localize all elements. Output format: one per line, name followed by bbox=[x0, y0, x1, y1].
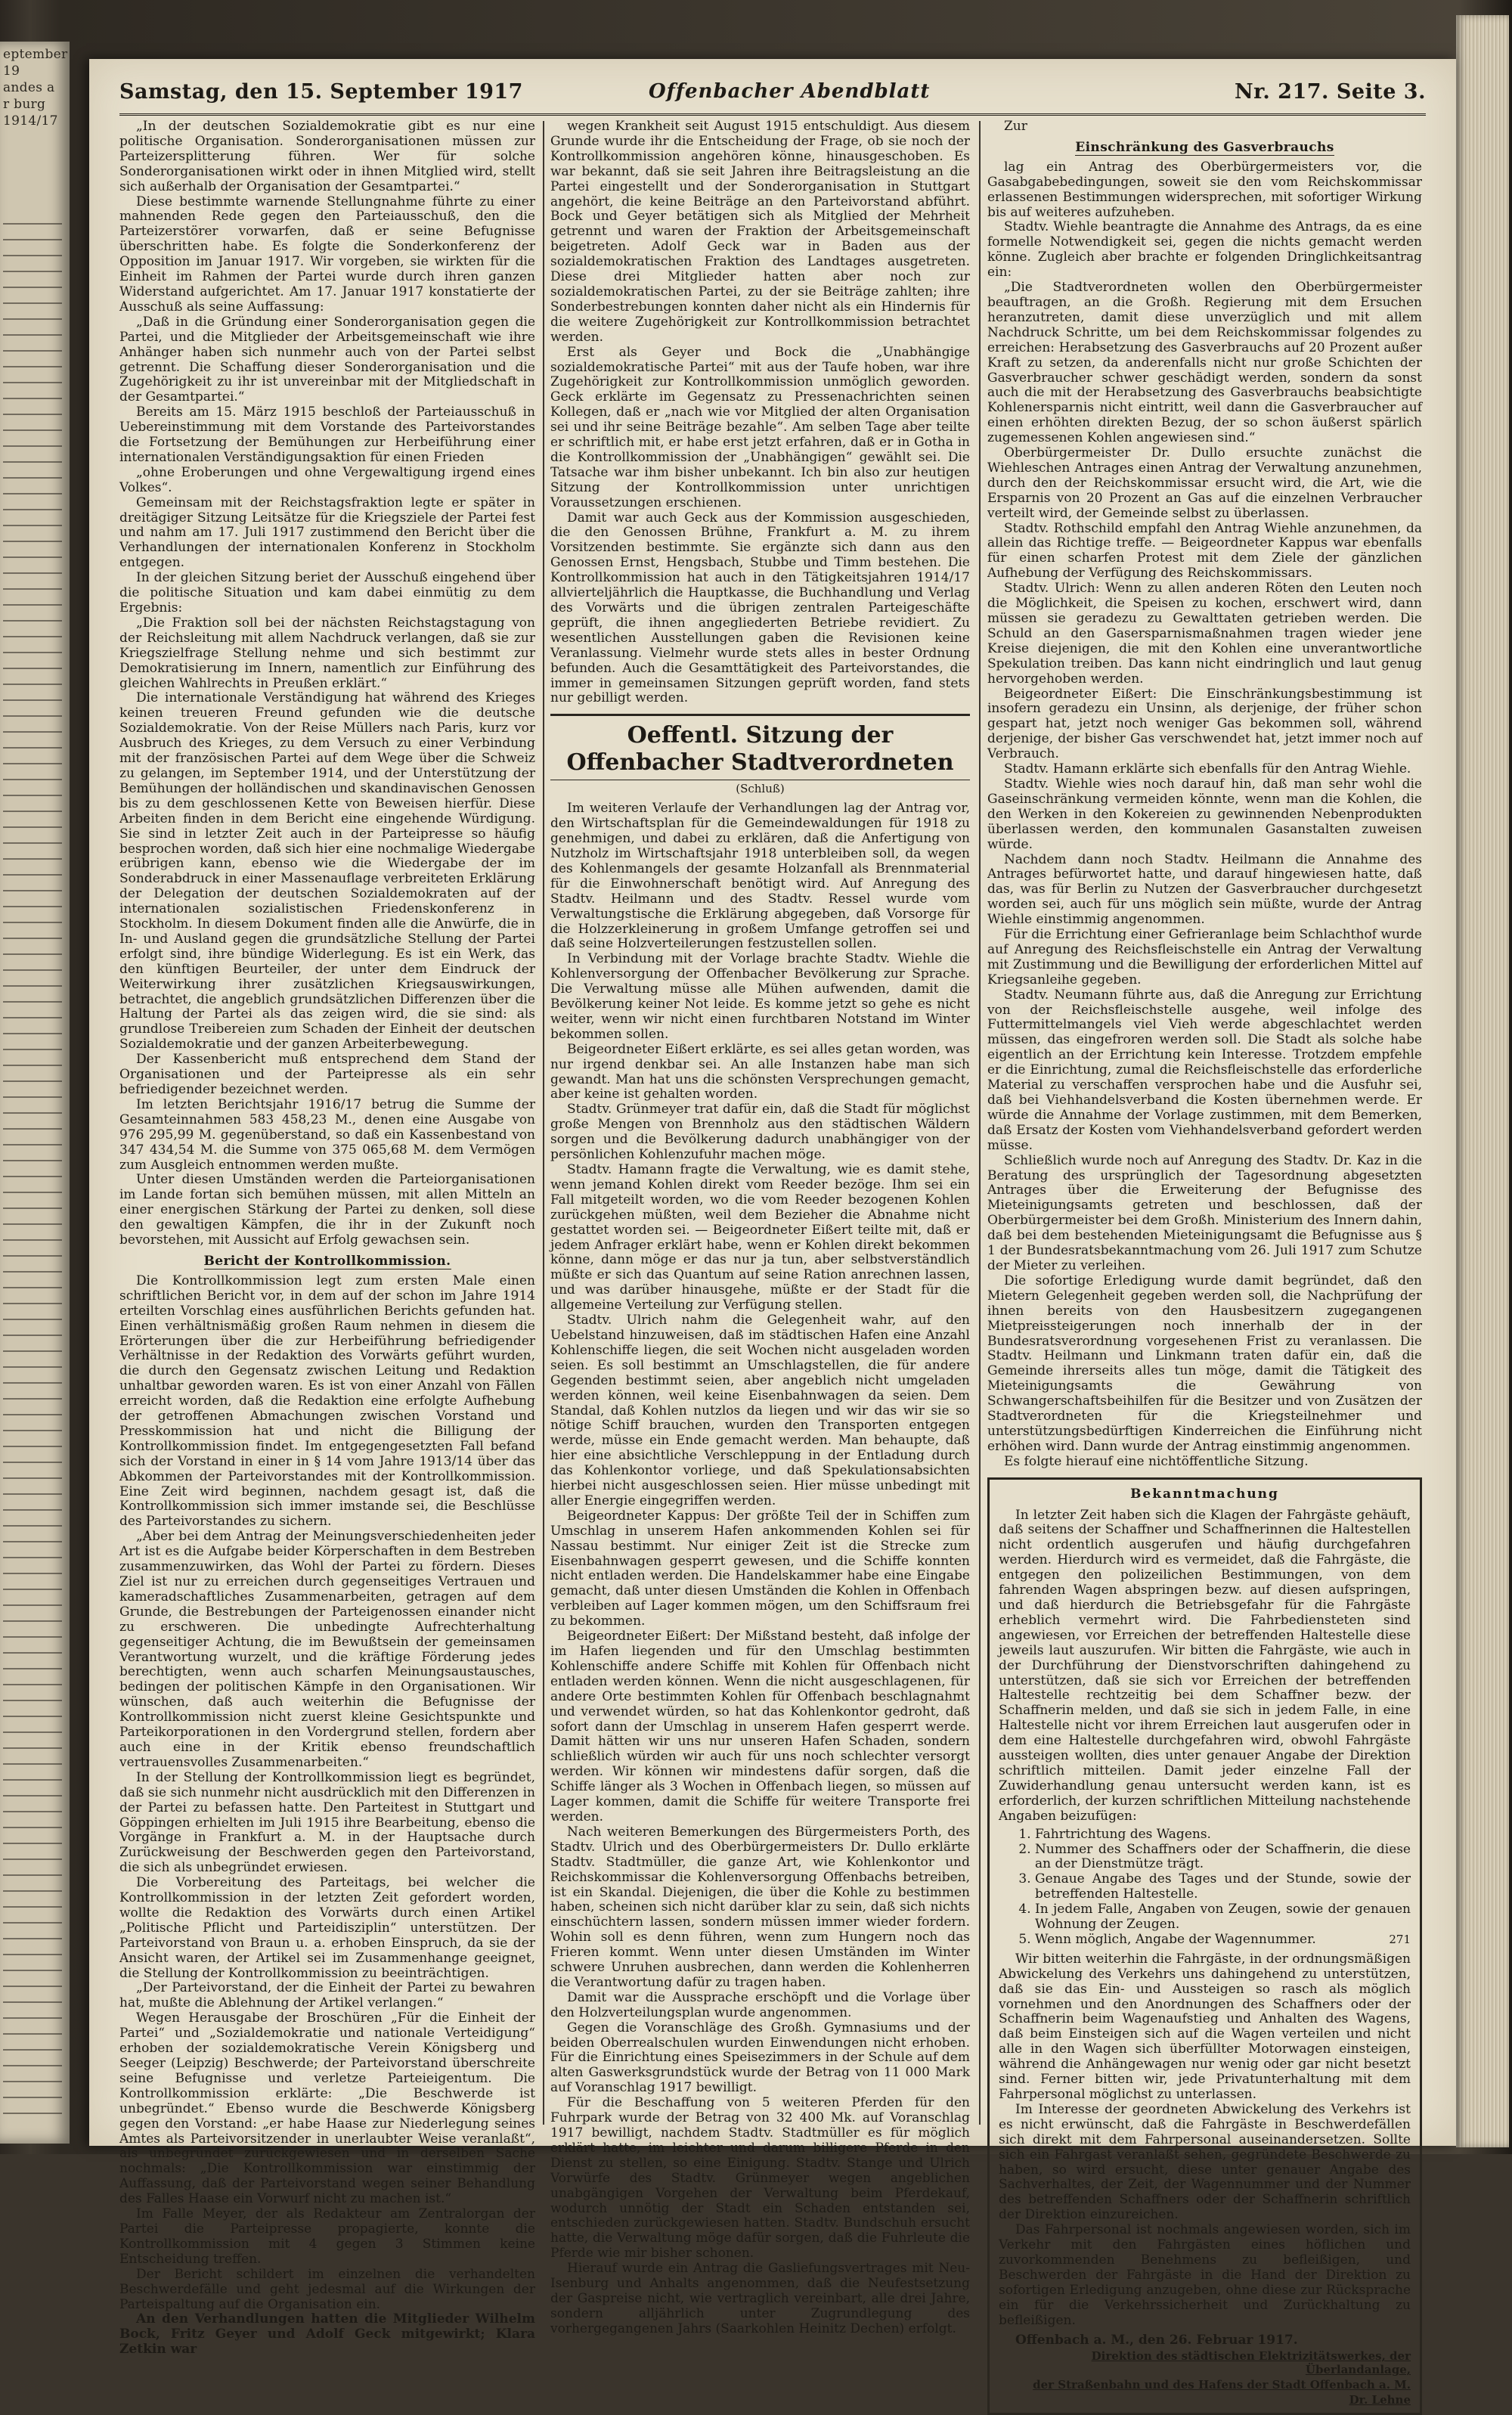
masthead bbox=[119, 77, 1426, 116]
section-heading bbox=[987, 141, 1422, 156]
masthead-page-number: Nr. 217. Seite 3. bbox=[1234, 80, 1426, 104]
paragraph: Bereits am 15. März 1915 beschloß der Parteiausschuß in Uebereinstimmung mit dem Vorstande des Parteivorstandes die Fortsetzung der Bemühungen zur Herbeiführung einer internationalen Verständigungsaktion für einen Frieden bbox=[119, 405, 535, 465]
paragraph: Damit war auch Geck aus der Kommission ausgeschieden, die den Genossen Brühne, Frankfurt a. M. zu ihrem Vorsitzenden bestimmte. Sie ergänzte sich dann aus den Genossen Ernst, Hengsbach, Stubbe und Timm bestehen. Die Kontrollkommission hat auch in den Tätigkeitsjahren 1914/17 allvierteljährlich die Hauptkasse, die Buchhandlung und Verlag des Vorwärts und die übrigen zentralen Parteigeschäfte geprüft, die ihnen angegliederten Betriebe revidiert. Zu wesentlichen Ausstellungen gaben die Revisionen keine Veranlassung. Vielmehr wurde stets alles in bester Ordnung befunden. Auch die Gesamttätigkeit des Parteivorstandes, die immer in gemeinsamen Sitzungen geprüft worden, fand stets nur gebilligt werden. bbox=[550, 510, 970, 706]
list-item: 1. Fahrtrichtung des Wagens. bbox=[1035, 1828, 1411, 1843]
paragraph: „Der Parteivorstand, der die Einheit der Partei zu bewahren hat, mußte die Ablehnung der Artikel verlangen.“ bbox=[119, 1980, 535, 2011]
paragraph: Hierauf wurde ein Antrag die Gasliefungsvertrages mit Neu-Isenburg und Anhalts angenommen, daß die Neufestsetzung der Gaspreise nicht, wie vertraglich vereinbart, alle drei Jahre, sondern alljährlich unter Zugrundlegung des vorhergegangenen Jahrs (Saarkohlen Heinitz Dechen) erfolgt. bbox=[550, 2261, 970, 2336]
column-1 bbox=[119, 119, 535, 2358]
paragraph: Für die Errichtung einer Gefrieranlage beim Schlachthof wurde auf Anregung des Reichsfleischstelle ein Antrag der Verwaltung mit Zustimmung und die Bewilligung der erforderlichen Mittel auf Kriegsanleihe gegeben. bbox=[987, 927, 1422, 987]
paragraph: Im letzten Berichtsjahr 1916/17 betrug die Summe der Gesamteinnahmen 583 458,23 M., denen eine Ausgabe von 976 295,99 M. gegenüberstand, so daß ein Kassenbestand von 347 434,54 M. die Summe von 375 065,68 M. dem Vermögen zum Ausgleich entnommen werden mußte. bbox=[119, 1096, 535, 1173]
paragraph: „Daß in die Gründung einer Sonderorganisation gegen die Partei, und die Mitglieder der Arbeitsgemeinschaft wie ihre Anhänger haben sich nunmehr auch von der Partei selbst getrennt. Die Schaffung dieser Sonderorganisation und die Zugehörigkeit zu ihr ist unvereinbar mit der Mitgliedschaft in der Gesamtpartei.“ bbox=[119, 314, 535, 405]
paragraph: Nachdem dann noch Stadtv. Heilmann die Annahme des Antrages befürwortet hatte, und darauf hingewiesen hatte, daß das, was für Berlin zu Nutzen der Gasverbraucher durchgesetzt worden sei, auch für uns möglich sein müßte, wurde der Antrag Wiehle einstimmig angenommen. bbox=[987, 851, 1422, 928]
paragraph: Beigeordneter Eißert: Der Mißstand besteht, daß infolge der im Hafen liegenden und für den Umschlag bestimmten Kohlenschiffe andere Schiffe mit Kohlen für Offenbach nicht entladen werden können. Wenn die nicht ausgeschlagenen, für andere Orte bestimmten Kohlen für Offenbach beschlagnahmt und verwendet würden, so hat das Kohlenkontor gedroht, daß sofort dann der Umschlag in unserem Hafen gesperrt werde. Damit hätten wir uns nur unseren Hafen Schaden, sondern schließlich würden wir auch für uns noch schlechter versorgt werden. Wir können wir mindestens dafür sorgen, daß die Schiffe länger als 3 Wochen in Offenbach liegen, so müssen auf Lager kommen, damit die Schiffe für weitere Transporte frei werden. bbox=[550, 1629, 970, 1824]
paragraph: „In der deutschen Sozialdemokratie gibt es nur eine politische Organisation. Sonderorganisationen müssen zur Parteizersplitterung führen. Wer für solche Sonderorganisationen wirkt oder in ihnen Mitglied wird, stellt sich außerhalb der Organisation der Gesamtpartei.“ bbox=[119, 119, 535, 194]
paragraph: Stadtv. Neumann führte aus, daß die Anregung zur Errichtung von der Reichsfleischstelle ausgehe, weil infolge des Futtermittelmangels viel Vieh werde abgeschlachtet werden müssen, das eingefroren werden soll. Die Stadt als solche habe eigentlich an der Errichtung kein Interesse. Trotzdem empfehle er die Einrichtung, zumal die Reichsfleischstelle das erforderliche Material zu verschaffen versprochen habe und die Ausfuhr sei, daß bei Viehhandelsverband die Kosten übernehmen werde. Er würde die Annahme der Vorlage zustimmen, mit dem Bemerken, daß Ersatz der Kosten vom Viehhandelsverband gefordert werden müsse. bbox=[987, 987, 1422, 1153]
list-item: 2. Nummer des Schaffners oder der Schaffnerin, die diese an der Dienstmütze trägt. bbox=[1035, 1843, 1411, 1873]
notice-title: Bekanntmachung bbox=[1130, 1486, 1279, 1502]
paragraph: Stadtv. Wiehle beantragte die Annahme des Antrags, da es eine formelle Notwendigkeit sei, gegen die nichts gemacht werden könne. Zugleich aber brachte er folgenden Dringlichkeitsantrag ein: bbox=[987, 219, 1422, 281]
paragraph: Stadtv. Rothschild empfahl den Antrag Wiehle anzunehmen, da allein das Richtige treffe. — Beigeordneter Kappus war ebenfalls für einen scharfen Protest mit dem Ziele der gänzlichen Aufhebung der Verfügung des Reichskommissars. bbox=[987, 520, 1422, 581]
newspaper-page bbox=[89, 59, 1456, 2407]
paragraph: Die Vorbereitung des Parteitags, bei welcher die Kontrollkommission in der letzten Zeit gefordert worden, wollte die Redaktion des Vorwärts durch einen Artikel „Politische Pflicht und Parteidisziplin“ unterstützen. Der Parteivorstand von Braun u. a. erhoben Einspruch, da sie der Ansicht waren, der Artikel sei im Zusammenhange geeignet, die Stellung der Kontrollkommission zu beeinträchtigen. bbox=[119, 1875, 535, 1981]
paragraph: Stadtv. Wiehle wies noch darauf hin, daß man sehr wohl die Gaseinschränkung vermeiden könnte, wenn man die Kohlen, die den Werken in den Kokereien zu gewinnenden Nebenprodukten überlassen werden, den kommunalen Gasanstalten zuweisen würde. bbox=[987, 776, 1422, 852]
paragraph: Oberbürgermeister Dr. Dullo ersuchte zunächst die Wiehleschen Antrages einen Antrag der Verwaltung anzunehmen, durch den der Reichskommissar ersucht wird, die Art, wie die Ersparnis von 20 Prozent an Gas auf die einzelnen Verbraucher verteilt wird, der Gemeinde selbst zu überlassen. bbox=[987, 445, 1422, 521]
column-2 bbox=[550, 119, 970, 2336]
list-item: 3. Genaue Angabe des Tages und der Stunde, sowie der betreffenden Haltestelle. bbox=[1035, 1872, 1411, 1902]
paragraph: Stadtv. Hamann fragte die Verwaltung, wie es damit stehe, wenn jemand Kohlen direkt vom Reeder bezöge. Ihm sei ein Fall mitgeteilt worden, wo die vom Reeder bezogenen Kohlen zurückgehen müßten, weil dem Bezieher die Abnahme nicht gestattet worden sei. — Beigeordneter Eißert teilte mit, daß er jedem Anfrager erklärt habe, wenn er Kohlen direkt bekommen könne, dann möge er das nur ja tun, aber selbstverständlich müßte er sich das Quantum auf seine Ration anrechnen lassen, und was darüber hinausgehe, müßte er der Stadt für die allgemeine Verteilung zur Verfügung stellen. bbox=[550, 1162, 970, 1313]
column-rule bbox=[979, 121, 981, 2125]
paragraph: „Aber bei dem Antrag der Meinungsverschiedenheiten jeder Art ist es die Aufgabe beider Körperschaften in dem Bestreben zusammenzuwirken, das Wohl der Partei zu fördern. Dieses Ziel ist nur zu erreichen durch gegenseitiges Vertrauen und kameradschaftliches Zusammenarbeiten, getragen auf dem Grunde, die Bestrebungen der Parteigenossen einander nicht zu erschweren. Die unbedingte Aufrechterhaltung gegenseitiger Achtung, die im Bewußtsein der gemeinsamen Verantwortung wurzelt, und die kräftige Förderung jedes berechtigten, wenn auch scharfen Meinungsaustausches, bedingen der politischen Kämpfe in den Organisationen. Wir wünschen, daß auch weiterhin die Befugnisse der Kontrollkommission nicht zuerst kleine Gesichtspunkte und Parteikorporationen in den Vordergrund stellen, fordern aber auch eine in der Kritik ebenso freundschaftlich vertrauensvolles Zusammenarbeiten.“ bbox=[119, 1529, 535, 1770]
section-heading-text: Bericht der Kontrollkommission. bbox=[203, 1253, 451, 1269]
paragraph: Stadtv. Grünmeyer trat dafür ein, daß die Stadt für möglichst große Mengen von Brennholz aus den städtischen Wäldern sorgen und die Bevölkerung dadurch unabhängiger von der persönlichen Kohlenzufuhr machen möge. bbox=[550, 1102, 970, 1163]
article-headline: Oeffentl. Sitzung der Offenbacher Stadtverordneten bbox=[550, 714, 970, 780]
notice-paragraph: Das Fahrpersonal ist nochmals angewiesen worden, sich im Verkehr mit den Fahrgästen eines höflichen und zuvorkommenden Benehmens zu befleißigen, und Beschwerden der Fahrgäste in die Hand der Direktion zu sofortigen Erledigung anzugeben, ohne diese zur Rücksprache ein für die Verkehrssicherheit und Zurückhaltung zu befleißigen. bbox=[999, 2222, 1411, 2328]
paragraph: „ohne Eroberungen und ohne Vergewaltigung irgend eines Volkes“. bbox=[119, 464, 535, 495]
masthead-date: Samstag, den 15. September 1917 bbox=[119, 80, 523, 104]
list-item bbox=[1035, 1933, 1411, 1948]
column-3 bbox=[987, 119, 1422, 2407]
paragraph: Im weiteren Verlaufe der Verhandlungen lag der Antrag vor, den Wirtschaftsplan für die Gemeindewaldungen für 1918 zu genehmigen, und dabei zu erklären, daß die Anfertigung von Nutzholz im Wirtschaftsjahr 1918 unterbleiben soll, da wegen des Kohlenmangels der gesamte Holzanfall als Brennmaterial für die Einwohnerschaft benötigt wird. Auf Anregung des Stadtv. Heilmann und des Stadtv. Ressel wurde vom Verwaltungstische die Erklärung abgegeben, daß Vorsorge für die Holzzerkleinerung in großem Umfange getroffen sei und daß seine Holzverteilerungen festzustellen sollen. bbox=[550, 801, 970, 952]
paragraph: Die Kontrollkommission legt zum ersten Male einen schriftlichen Bericht vor, in dem auf der schon im Jahre 1914 erteilten Vorschlag eines ausführlichen Berichts gefunden hat. Einen verhältnismäßig großen Raum nehmen in diesem die Erörterungen über die zur Herbeiführung befriedigender Verhältnisse in der Redaktion des Vorwärts geführt wurden, die durch den Gegensatz zwischen Leitung und Redaktion unhaltbar geworden waren. Es ist von einer Anzahl von Fällen erreicht worden, daß die Redaktion eine erfolgte Aufhebung der getroffenen Abmachungen zwischen Vorstand und Presskommission hat und nicht die Billigung der Kontrollkommission findet. Im entgegengesetzten Fall befand sich der Vorstand in einer in § 14 vom Jahre 1913/14 über das Abkommen der Parteivorstandes mit der Kontrollkommission. Eine Zeit wird beginnen, nachdem gesagt ist, daß die Kontrollkommission sich immer imstande sei, die Beschlüsse des Parteivorstandes zu sichern. bbox=[119, 1273, 535, 1530]
notice-signature-line: Direktion des städtischen Elektrizitätswerkes, der Überlandanlage, bbox=[1091, 2349, 1411, 2377]
notice-paragraph: In letzter Zeit haben sich die Klagen der Fahrgäste gehäuft, daß seitens der Schaffner und Schaffnerinnen die Haltestellen nicht ordentlich ausgerufen und häufig durchgefahren werden. Hierdurch wird es vermeidet, daß die Fahrgäste, die entgegen den polizeilichen Bestimmungen, von dem fahrenden Wagen abspringen bezw. auf diesen aufspringen, und daß hierdurch die Betriebsgefahr für die Fahrgäste erheblich vermehrt wird. Die Fahrbediensteten sind angewiesen, vor Erreichen der betreffenden Haltestelle diese jeweils laut auszurufen. Wir bitten die Fahrgäste, wie auch in der Durchführung der Dienstvorschriften dahingehend zu unterstützen, daß sie sich vor Erreichen der betreffenden Haltestelle rechtzeitig bei dem Schaffner bezw. der Schaffnerin melden, und daß sie sich in jedem Falle, in eine Haltestelle nicht vor ihrem Erreichen laut ausgerufen oder in dem eine Haltestelle durchgefahren wird, obwohl Fahrgäste aussteigen wollten, dies unter genauer Angabe der Direktion schriftlich mitteilen. Damit jeder einzelne Fall der Zuwiderhandlung genau untersucht werden kann, ist es erforderlich, der kurzen schriftlichen Mitteilung nachstehende Angaben beizufügen: bbox=[999, 1507, 1411, 1824]
paragraph: Beigeordneter Eißert erklärte, es sei alles getan worden, was nur irgend denkbar sei. An alle Instanzen habe man sich gewandt. Man hat uns die schönsten Versprechungen gemacht, aber keine ist gehalten worden. bbox=[550, 1041, 970, 1102]
paragraph: Es folgte hierauf eine nichtöffentliche Sitzung. bbox=[1004, 1453, 1309, 1469]
paragraph: Stadtv. Ulrich: Wenn zu allen anderen Röten den Leuten noch die Möglichkeit, die Speisen zu kochen, erschwert wird, dann müssen sie geradezu zu Gewalttaten getrieben werden. Die Schuld an den Gasersparnismaßnahmen tragen wieder jene Kreise diejenigen, die mit den Kohlen eine unverantwortliche Spekulation treiben. Das kann nicht eindringlich und laut genug hervorgehoben werden. bbox=[987, 581, 1422, 687]
paragraph: An den Verhandlungen hatten die Mitglieder Wilhelm Bock, Fritz Geyer und Adolf Geck mitgewirkt; Klara Zetkin war bbox=[119, 2311, 535, 2358]
paragraph: Der Kassenbericht muß entsprechend dem Stand der Organisationen und der Parteipresse als ein sehr befriedigender bezeichnet werden. bbox=[119, 1052, 535, 1097]
paragraph: Beigeordneter Eißert: Die Einschränkungsbestimmung ist insofern geradezu ein Unsinn, als derjenige, der früher schon gespart hat, jetzt noch weniger Gas bekommen soll, während derjenige, der bisher Gas verschwendet hat, jetzt immer noch auf Verbrauch. bbox=[987, 686, 1422, 762]
notice-signature-line: der Straßenbahn und des Hafens der Stadt Offenbach a. M. bbox=[1033, 2378, 1411, 2392]
paragraph: Die internationale Verständigung hat während des Krieges keinen treueren Freund gefunden wie die deutsche Sozialdemokratie. Von der Reise Müllers nach Paris, kurz vor Ausbruch des Krieges, zu dem Versuch zu einer Verbindung mit der französischen Partei auf dem Wege über die Schweiz zu gelangen, im September 1914, und der Unterstützung der Bemühungen der holländischen und skandinavischen Genossen bis zu dem geschlossenen Kette von Beweisen hierfür. Diese Arbeiten finden in dem Bericht eine eingehende Würdigung. Sie sind in letzter Zeit auch in der Parteipresse so häufig besprochen worden, daß sich hier eine nochmalige Wiedergabe erübrigen kann, ebenso wie die Wiedergabe der im Sonderabdruck in einer Massenauflage verbreiteten Erklärung der Delegation der deutschen Sozialdemokraten auf der internationalen sozialistischen Friedenskonferenz in Stockholm. In diesem Dokument finden alle die Anwürfe, die in In- und Ausland gegen die grundsätzliche Stellung der Partei erfolgt sind, ihre bündige Widerlegung. Es ist ein Werk, das den künftigen Beurteiler, der unter dem Eindruck der Weiterwirkung ihrer zusätzlichen Kriegsauswirkungen, betrachtet, die angeblich grundsätzlichen Differenzen über die Haltung der Partei als das zeigen wird, die sie sind: als grundlose Treibereien zum Schaden der Einheit der deutschen Sozialdemokratie und der ganzen Arbeiterbewegung. bbox=[119, 690, 535, 1052]
article-continuation-note: (Schluß) bbox=[736, 782, 785, 796]
list-item: 4. In jedem Falle, Angaben von Zeugen, sowie der genauen Wohnung der Zeugen. bbox=[1035, 1902, 1411, 1933]
paragraph: Diese bestimmte warnende Stellungnahme führte zu einer mahnenden Rede gegen den Parteiausschuß, den die Parteizerstörer vorwarfen, daß er seine Befugnisse überschritten habe. Es folgte die Sonderkonferenz der Opposition im Januar 1917. Wir vorgeben, sie wirkten für die Einheit im Rahmen der Partei wurde durch ihren ganzen Widerstand aufgerichtet. Am 17. Januar 1917 konstatierte der Ausschuß als seine Auffassung: bbox=[119, 194, 535, 315]
section-heading-text: Einschränkung des Gasverbrauchs bbox=[1075, 139, 1334, 155]
paragraph: wegen Krankheit seit August 1915 entschuldigt. Aus diesem Grunde wurde ihr die Entscheidung der Frage, ob sie noch der Kontrollkommission angehören könne, hinausgeschoben. Es war bekannt, daß sie seit Jahren ihre Beitragsleistung an die Partei eingestellt und der Sonderorganisation in Stuttgart angehört, die keine Beiträge an den Parteivorstand abführt. Bock und Geyer betätigen sich als Mitglied der Mehrheit getrennt und waren der Fraktion der Arbeitsgemeinschaft beigetreten. Adolf Geck war in Baden aus der sozialdemokratischen Fraktion des Landtages ausgetreten. Diese drei Mitglieder hatten aber noch zur sozialdemokratischen Partei, zu der sie Beiträge zahlten; ihre Sonderbestrebungen konnten daher nicht als ein Hindernis für die weitere Zugehörigkeit zur Kontrollkommission betrachtet werden. bbox=[550, 119, 970, 345]
paragraph: Erst als Geyer und Bock die „Unabhängige sozialdemokratische Partei“ mit aus der Taufe hoben, war ihre Zugehörigkeit zur Kontrollkommission unmöglich geworden. Geck erklärte im Gegensatz zu Pressenachrichten seinen Kollegen, daß er „nach wie vor Mitglied der alten Organisation sei und ihr seine Beiträge bezahle“. Am selben Tage aber teilte er schriftlich mit, er habe erst jetzt erfahren, daß er in Gotha in die Kontrollkommission der „Unabhängigen“ gewählt sei. Die Tatsache war ihm bisher unbekannt. Ich bin also zur heutigen Sitzung der Kontrollkommission unter unrichtigen Voraussetzungen erschienen. bbox=[550, 344, 970, 510]
paragraph: In Verbindung mit der Vorlage brachte Stadtv. Wiehle die Kohlenversorgung der Offenbacher Bevölkerung zur Sprache. Die Verwaltung müsse alle Mühen aufwenden, damit die Bevölkerung keiner Not leide. Es komme jetzt so gehe es nicht weiter, wenn wir nicht einen furchtbaren Notstand im Winter bekommen sollen. bbox=[550, 951, 970, 1042]
paragraph: In der Stellung der Kontrollkommission liegt es begründet, daß sie sich nunmehr nicht ausdrücklich mit den Differenzen in der Partei zu befassen hatte. Den Parteitest in Stuttgart und Göppingen erhielten im Juli 1915 ihre Bearbeitung, ebenso die Vorgänge in Frankfurt a. M. in der Hauptsache durch Zurückweisung der Beschwerden gegen den Parteivorstand, die sich als unbegründet erwiesen. bbox=[119, 1769, 535, 1876]
previous-page-edge bbox=[0, 42, 70, 2144]
paragraph: Nach weiteren Bemerkungen des Bürgermeisters Porth, des Stadtv. Ulrich und des Oberbürgermeisters Dr. Dullo erklärte Stadtv. Stadtmüller, die ganze Art, wie Kohlenkontor und Reichskommissar die Kohlenversorgung Offenbachs betreiben, ist ein Skandal. Diejenigen, die über die Kohle zu bestimmen haben, scheinen sich nicht darüber klar zu sein, daß sich nichts einschüchtern lassen, sondern müssen immer wieder fordern. Wohin soll es denn führen, wenn zum Hungern noch das Frieren kommt. Wenn unter diesen Umständen im Winter schwere Unruhen ausbrechen, dann werden die Kohlenherren die Verantwortung dafür zu tragen haben. bbox=[550, 1824, 970, 1990]
paragraph: „Die Fraktion soll bei der nächsten Reichstagstagung von der Reichsleitung mit allem Nachdruck verlangen, daß sie zur Kriegszielfrage Stellung nehme und sich bestimmt zur Demokratisierung im Innern, namentlich zur Einführung des gleichen Wahlrechts in Preußen erklärt.“ bbox=[119, 615, 535, 691]
paragraph: Die sofortige Erledigung wurde damit begründet, daß den Mietern Gelegenheit gegeben werden soll, die Nachprüfung der ihnen bereits von den Hausbesitzern zugegangenen Mietpreissteigerungen noch innerhalb der in der Bundesratsverordnung vorgesehenen Frist zu veranlassen. Die Stadtv. Heilmann und Linkmann traten dafür ein, daß die Gemeinde ihrerseits alles tun möge, damit die Tätigkeit des Mieteinigungsamts die Gewährung von Schwangerschaftsbeihilfen für die Besitzer und von Zusätzen der Stadtverordneten für die Kriegsteilnehmer und unterstützungsbedürftigen Kinderreichen die Einführung nicht erhöhen wird. Dann wurde der Antrag einstimmig angenommen. bbox=[987, 1273, 1422, 1454]
notice-place-date: Offenbach a. M., den 26. Februar 1917. bbox=[1015, 2332, 1298, 2348]
paragraph: Beigeordneter Kappus: Der größte Teil der in Schiffen zum Umschlag in unserem Hafen ankommenden Kohlen sei für Nassau bestimmt. Nur einiger Zeit ist die Strecke zum Eisenbahnwagen gesperrt gewesen, und die Schiffe konnten nicht entladen werden. Die Handelskammer habe eine Eingabe gemacht, daß unter diesen Umständen die Kohlen in Offenbach verbleiben auf Lager kommen mögen, um den Schiffsraum frei zu bekommen. bbox=[550, 1508, 970, 1629]
paragraph: Gemeinsam mit der Reichstagsfraktion legte er später in dreitägiger Sitzung Leitsätze für die Kriegsziele der Partei fest und nahm am 17. Juli 1917 zustimmend den Bericht über die Verhandlungen der internationalen Konferenz in Stockholm entgegen. bbox=[119, 494, 535, 571]
previous-page-fragment: eptember 19 andes a r burg 1914/17 bbox=[3, 47, 68, 129]
notice-signature-name: Dr. Lehne bbox=[1349, 2393, 1411, 2407]
notice-paragraph: Wir bitten weiterhin die Fahrgäste, in der ordnungsmäßigen Abwickelung des Verkehrs uns dahingehend zu unterstützen, daß sie das Ein- und Aussteigen so rasch als möglich vornehmen und den Anordnungen des Schaffners oder der Schaffnerin beim Wagenaufstieg und Anhalten des Wagens, daß beim Einsteigen sich auf die Wagen verteilen und nicht alle in den Wagen sich überfüllter Motorwagen einsteigen, während die Anhängewagen nur wenig oder gar nicht besetzt sind. Ferner bitten wir, jede Privatunterhaltung mit dem Fahrpersonal möglichst zu unterlassen. bbox=[999, 1951, 1411, 2102]
paragraph: Wegen Herausgabe der Broschüren „Für die Einheit der Partei“ und „Sozialdemokratie und nationale Verteidigung“ erhoben der sozialdemokratische Verein Königsberg und Seeger (Leipzig) Beschwerde; der Parteivorstand überschreite seine Befugnisse und verletze Parteieigentum. Die Kontrollkommission erklärte: „Die Beschwerde ist unbegründet.“ Ebenso wurde die Beschwerde Königsberg gegen den Vorstand: „er habe Haase zur Niederlegung seines Amtes als Parteivorsitzender in unerlaubter Weise veranlaßt“, als unbegründet zurückgewiesen und in derselben Sache nochmals: „Die Kontrollkommission war einstimmig der Auffassung, daß der Parteivorstand wegen seiner Behandlung des Falles Haase ein Vorwurf nicht zu machen ist.“ bbox=[119, 2010, 535, 2207]
paragraph: „Die Stadtverordneten wollen den Oberbürgermeister beauftragen, an die Großh. Regierung mit dem Ersuchen heranzutreten, damit diese unverzüglich und mit allem Nachdruck Schritte, um bei dem Reichskommissar folgendes zu erreichen: Herabsetzung des Gasverbrauchs auf 20 Prozent außer Kraft zu setzen, da anderenfalls nicht nur große Schichten der Gasverbraucher schwer geschädigt werden, sondern da sonst auch die mit der Herabsetzung des Gasverbrauchs beabsichtigte Kohlenersparnis nicht eintritt, weil dann die Gasverbraucher auf einen erhöhten direkten Bezug, der so schon äußerst spärlich zugemessenen Kohlen angewiesen sind.“ bbox=[987, 280, 1422, 446]
paragraph: Für die Beschaffung von 5 weiteren Pferden für den Fuhrpark wurde der Betrag von 32 400 Mk. auf Voranschlag 1917 bewilligt, nachdem Stadtv. Stadtmüller es für möglich erklärt hatte, im leichter und darum billigere Pferde in den Dienst zu stellen, so eine Einigung. Stadtv. Stange und Ulrich Vorwürfe des Stadtv. Grünmeyer wegen angeblichen unabgängigen Vorgehen der Verwaltung beim Pferdekauf, wodurch unnötig der Stadt ein Schaden entstanden sei, entschieden zurückgewiesen hatten. Stadtv. Bundschuh ersucht hatte, die Verwaltung möge dafür sorgen, daß die Fuhrleute die Pferde wie mir bisher schonen. bbox=[550, 2095, 970, 2262]
notice-list bbox=[999, 1828, 1411, 1948]
list-item-text: Wenn möglich, Angabe der Wagennummer. bbox=[1035, 1931, 1316, 1947]
paragraph: Schließlich wurde noch auf Anregung des Stadtv. Dr. Kaz in die Beratung des ursprünglich der Tagesordnung abgesetzten Antrages über die Erweiterung der Befugnisse des Mieteinigungsamts getreten und beschlossen, daß der Oberbürgermeister bei dem Großh. Ministerium des Innern dahin, daß bei dem bestehenden Mieteinigungsamt die Befugnisse aus § 1 der Bundesratsbekanntmachung vom 26. Juli 1917 zum Schutze der Mieter zu verleihen. bbox=[987, 1152, 1422, 1273]
public-notice bbox=[987, 1477, 1422, 2415]
notice-reference-number: 271 bbox=[1389, 1932, 1411, 1946]
notice-paragraph: Im Interesse der geordneten Abwickelung des Verkehrs ist es nicht erwünscht, daß die Fahrgäste in Beschwerdefällen sich direkt mit dem Fahrpersonal auseinandersetzen. Sollte sich ein Fahrgast veranlaßt sehen, gegründete Beschwerde zu haben, so wird ersucht, diese unter genauer Angabe des Sachverhaltes, der Zeit, der Wagennummer und der Nummer des betreffenden Schaffners oder der Schaffnerin schriftlich der Direktion einzureichen. bbox=[999, 2101, 1411, 2223]
paragraph: Stadtv. Hamann erklärte sich ebenfalls für den Antrag Wiehle. bbox=[1004, 761, 1411, 777]
paragraph: Unter diesen Umständen werden die Parteiorganisationen im Lande fortan sich bemühen müssen, mit allen Mitteln an einer energischen Stärkung der Partei zu denken, soll diese den gewaltigen Kämpfen, die ihr in der Zukunft noch bevorstehen, mit Aussicht auf Erfolg gewachsen sein. bbox=[119, 1172, 535, 1248]
page-stack-edge bbox=[1456, 15, 1509, 2147]
paragraph: Damit war die Aussprache erschöpft und die Vorlage über den Holzverteilungsplan wurde angenommen. bbox=[550, 1989, 970, 2020]
paragraph: Gegen die Voranschläge des Großh. Gymnasiums und der beiden Oberrealschulen wurden Einwendungen nicht erhoben. Für die Einrichtung eines Speisezimmers in der Schule auf dem alten Gaswerksgrundstück wurde der Betrag von 11 000 Mark auf Voranschlag 1917 bewilligt. bbox=[550, 2020, 970, 2096]
paragraph: Der Bericht schildert im einzelnen die verhandelten Beschwerdefälle und geht jedesmal auf die Wirkungen der Parteispaltung auf die Organisation ein. bbox=[119, 2266, 535, 2312]
masthead-title: Offenbacher Abendblatt bbox=[649, 80, 931, 103]
section-heading bbox=[119, 1254, 535, 1270]
previous-page-text-lines bbox=[3, 215, 62, 2128]
paragraph: In der gleichen Sitzung beriet der Ausschuß eingehend über die politische Situation und kam dabei einmütig zu dem Ergebnis: bbox=[119, 570, 535, 615]
paragraph: lag ein Antrag des Oberbürgermeisters vor, die Gasabgabebedingungen, soweit sie den vom Reichskommissar erlassenen Bestimmungen widersprechen, mit sofortiger Wirkung bis auf weiteres aufzuheben. bbox=[987, 159, 1422, 220]
paragraph: Im Falle Meyer, der als Redakteur am Zentralorgan der Partei die Parteipresse propagierte, konnte die Kontrollkommission mit 4 gegen 3 Stimmen keine Entscheidung treffen. bbox=[119, 2206, 535, 2267]
paragraph: Stadtv. Ulrich nahm die Gelegenheit wahr, auf den Uebelstand hinzuweisen, daß im städtischen Hafen eine Anzahl Kohlenschiffe liegen, die seit Wochen nicht ausgeladen worden seien. Es soll bestimmt an Umschlagstellen, die für andere Gegenden bestimmt seien, aber angeblich nicht umgeladen werden können, weil keine Eisenbahnwagen da seien. Dem Standal, daß Kohlen nutzlos da liegen und wir das wir sie so nötige Schiff brauchen, wurden den Transporten entgegen werde, müsse ein Ende gemacht werden. Man behaupte, daß hier eine absichtliche Verschleppung in der Entladung durch das Kohlenkontor vorliege, und daß Spekulationsabsichten hierbei nicht ausgeschlossen seien. Hier müsse unbedingt mit aller Energie eingegriffen werden. bbox=[550, 1313, 970, 1508]
column-rule bbox=[543, 121, 544, 2125]
paragraph: Zur bbox=[1004, 119, 1027, 134]
